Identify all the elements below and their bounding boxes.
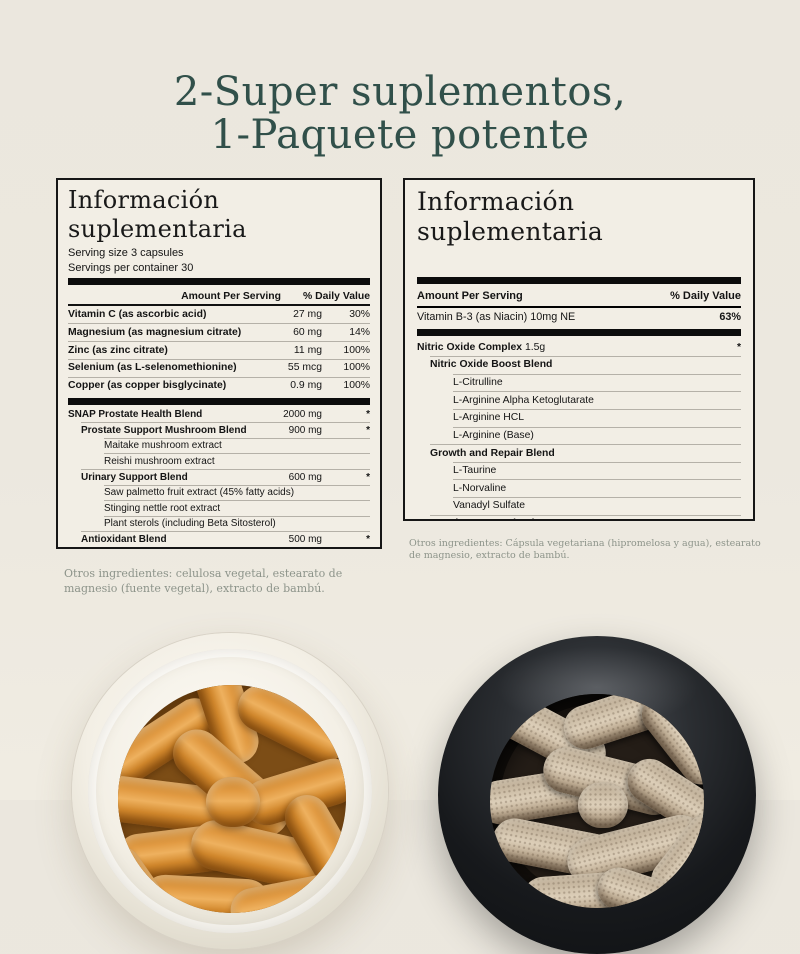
amount-value: 900 mg (288, 424, 322, 436)
table-row: Reishi mushroom extract (104, 453, 370, 469)
ingredient-rows-vitamins (68, 306, 370, 394)
table-row: Vanadyl Sulfate (453, 497, 741, 515)
table-row: L-Arginine (Base) (453, 427, 741, 445)
ingredient-rows-complex (417, 339, 741, 521)
table-row: Copper (as copper bisglycinate) 0.9 mg 100% (68, 377, 370, 395)
amount-value: 55 mcg (287, 362, 322, 374)
table-row: Urinary Support Blend 600 mg * (81, 469, 370, 485)
table-row: Vitamin B-3 (as Niacin) 10mg NE 63% (417, 311, 741, 323)
table-row: Plant sterols (including Beta Sitosterol) (104, 516, 370, 532)
supplement-facts-panel-left (56, 178, 382, 549)
table-row: L-Arginine Alpha Ketoglutarate (453, 391, 741, 409)
table-row (430, 515, 741, 521)
table-row: Stinging nettle root extract (104, 500, 370, 516)
daily-value: 14% (349, 326, 370, 338)
column-header-daily-value: % Daily Value (670, 290, 741, 302)
column-header-amount: Amount Per Serving (181, 291, 281, 303)
servings-per-container: Servings per container 30 (68, 262, 194, 274)
daily-value: 30% (349, 308, 370, 320)
table-row: Zinc (as zinc citrate) 11 mg 100% (68, 341, 370, 359)
supplement-facts-panel-right (403, 178, 755, 521)
capsule-jar-right (438, 636, 756, 954)
daily-value: * (366, 424, 370, 436)
amount-value: 60 mg (293, 326, 322, 338)
amount-value: 0.9 mg (290, 380, 322, 392)
amount-value: 2000 mg (283, 409, 322, 421)
panel-title: Información suplementaria (417, 187, 604, 246)
table-row: Nitric Oxide Complex 1.5g * (417, 341, 741, 353)
table-row: L-Arginine HCL (453, 409, 741, 427)
panel-title: Información suplementaria (68, 186, 247, 243)
capsule (206, 777, 260, 827)
table-row (104, 547, 370, 549)
table-row: Magnesium (as magnesium citrate) 60 mg 14% (68, 323, 370, 341)
amount-value: 27 mg (293, 308, 322, 320)
divider-bar (68, 278, 370, 285)
column-headers (417, 287, 741, 308)
table-row: L-Taurine (453, 462, 741, 480)
page-title-line1: 2-Super suplementos, (173, 68, 627, 115)
daily-value: 100% (343, 362, 370, 374)
spacer (417, 250, 741, 274)
table-row: Prostate Support Mushroom Blend 900 mg * (81, 422, 370, 438)
page-title-line2: 1-Paquete potente (210, 111, 590, 158)
other-ingredients-right: Otros ingredientes: Cápsula vegetariana (hipromelosa y agua), estearato de magnesio, extracto de bambú. (409, 537, 761, 562)
divider-bar (68, 398, 370, 405)
daily-value: * (366, 533, 370, 545)
daily-value: 63% (719, 311, 741, 323)
daily-value: * (366, 409, 370, 421)
daily-value: * (736, 341, 741, 353)
ingredient-rows-blends (68, 408, 370, 549)
column-headers (68, 288, 370, 304)
daily-value: * (366, 471, 370, 483)
table-row: Antioxidant Blend 500 mg * (81, 531, 370, 547)
table-row: Selenium (as L-selenomethionine) 55 mcg 100% (68, 359, 370, 377)
table-row: L-Norvaline (453, 479, 741, 497)
column-header-amount: Amount Per Serving (417, 290, 523, 302)
ingredient-rows-vitamin (417, 308, 741, 326)
page-title (0, 68, 800, 158)
daily-value: 100% (343, 380, 370, 392)
table-row: L-Citrulline (453, 374, 741, 392)
amount-value: 11 mg (293, 344, 322, 356)
table-row: Maitake mushroom extract (104, 438, 370, 454)
capsule (578, 782, 628, 828)
divider-bar (417, 329, 741, 336)
divider-bar (417, 277, 741, 284)
table-row: Saw palmetto fruit extract (45% fatty acids) (104, 485, 370, 501)
jar-opening-right (490, 694, 704, 908)
amount-value: 500 mg (288, 533, 322, 545)
table-row: Vitamin C (as ascorbic acid) 27 mg 30% (68, 308, 370, 320)
table-row: Nitric Oxide Boost Blend (430, 356, 741, 374)
table-row: Growth and Repair Blend (430, 444, 741, 462)
serving-size: Serving size 3 capsules (68, 246, 184, 259)
capsule-jar-left (72, 633, 388, 949)
table-row: SNAP Prostate Health Blend 2000 mg * (68, 409, 370, 421)
other-ingredients-left: Otros ingredientes: celulosa vegetal, estearato de magnesio (fuente vegetal), extracto de bambú. (64, 567, 343, 595)
daily-value: 100% (343, 344, 370, 356)
jar-opening-left (118, 685, 346, 913)
amount-value: 600 mg (288, 471, 322, 483)
column-header-daily-value: % Daily Value (303, 291, 370, 303)
